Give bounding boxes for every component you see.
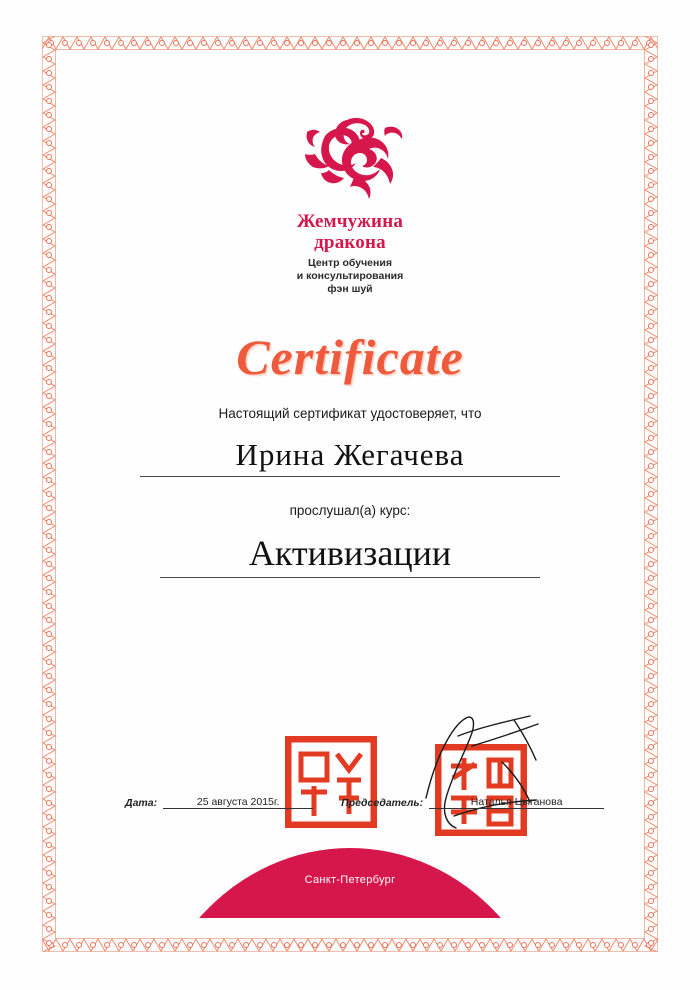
- brand-subtitle-line2: и консультирования: [296, 270, 404, 282]
- date-block: [125, 796, 313, 809]
- footer-city: Санкт-Петербург: [304, 874, 396, 886]
- certificate-lead-text: Настоящий сертификат удостоверяет, что: [218, 406, 482, 421]
- border-dots-left: [46, 42, 52, 946]
- date-value-field: [163, 796, 313, 809]
- handwritten-signature-icon: [418, 706, 588, 836]
- brand-subtitle-line3: фэн шуй: [327, 283, 373, 295]
- brand-name-line2: дракона: [314, 232, 386, 253]
- border-dots-right: [648, 42, 654, 946]
- red-seal-stamp-left-icon: [285, 736, 377, 828]
- signature-row: [80, 796, 620, 809]
- course-name-rule: [160, 577, 540, 578]
- footer-arc: [80, 848, 620, 918]
- border-dots-bottom: [48, 942, 652, 948]
- director-value: Наталья Цыганова: [470, 796, 563, 808]
- director-value-field: [429, 796, 604, 809]
- director-label: Председатель:: [341, 797, 424, 809]
- border-dots-top: [48, 40, 652, 46]
- brand-subtitle-line1: Центр обучения: [308, 257, 392, 269]
- course-name-field: [160, 530, 540, 578]
- recipient-name-rule: [140, 476, 560, 477]
- brand-name-line1: Жемчужина: [296, 211, 404, 232]
- recipient-name-field: [140, 435, 560, 477]
- recipient-name: Ирина Жегачева: [235, 437, 465, 472]
- director-block: [341, 796, 604, 809]
- date-label: Дата:: [125, 797, 158, 809]
- course-name: Активизации: [248, 533, 452, 573]
- certificate-title: Certificate: [236, 329, 464, 385]
- course-lead-text: прослушал(а) курс:: [289, 503, 411, 518]
- dragon-icon: [285, 114, 415, 210]
- logo-block: [80, 114, 620, 296]
- certificate-content: [80, 56, 620, 936]
- date-value: 25 августа 2015г.: [196, 796, 280, 808]
- signature-area: [80, 696, 620, 836]
